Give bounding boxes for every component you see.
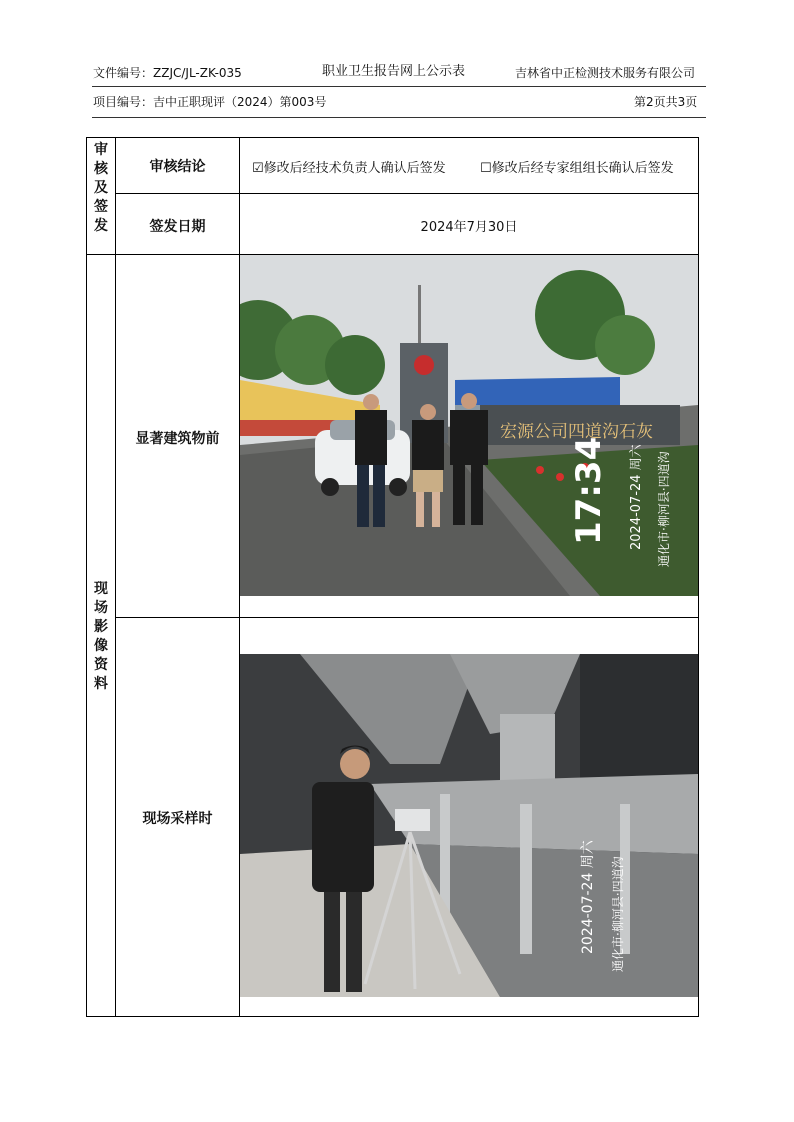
- project-number: 项目编号：吉中正职现评（2024）第003号: [93, 95, 327, 109]
- photo1-sign-text: 宏源公司四道沟石灰: [500, 422, 653, 441]
- review-section-label: 审核及签发: [94, 142, 108, 234]
- photo1-label: 显著建筑物前: [135, 431, 220, 447]
- option-tech-lead-confirm: ☑修改后经技术负责人确认后签发: [252, 161, 446, 176]
- document-title: 职业卫生报告网上公示表: [322, 64, 466, 79]
- conclusion-label: 审核结论: [149, 159, 206, 175]
- photo2-date-stamp: 2024-07-24 周六: [580, 840, 596, 954]
- header-divider: [92, 86, 706, 87]
- sign-date-value: 2024年7月30日: [420, 220, 518, 235]
- photo2-location-stamp: 通化市·柳河县·四道沟: [611, 856, 625, 972]
- photo1-time-stamp: 17:34: [569, 436, 609, 545]
- page-info: 第2页共3页: [634, 95, 698, 109]
- file-number: 文件编号：ZZJC/JL-ZK-035: [93, 66, 242, 80]
- photo1-date-stamp: 2024-07-24 周六: [629, 444, 644, 550]
- building-front-photo: [240, 255, 698, 596]
- onsite-sampling-photo: [240, 654, 698, 997]
- images-section-label: 现场影像资料: [94, 581, 108, 692]
- header-divider-2: [92, 117, 706, 118]
- company-name: 吉林省中正检测技术服务有限公司: [515, 66, 696, 80]
- photo2-label: 现场采样时: [142, 811, 213, 827]
- sign-date-label: 签发日期: [149, 219, 206, 235]
- photo1-location-stamp: 通化市·柳河县·四道沟: [657, 451, 671, 567]
- option-expert-lead-confirm: ☐修改后经专家组组长确认后签发: [480, 161, 674, 176]
